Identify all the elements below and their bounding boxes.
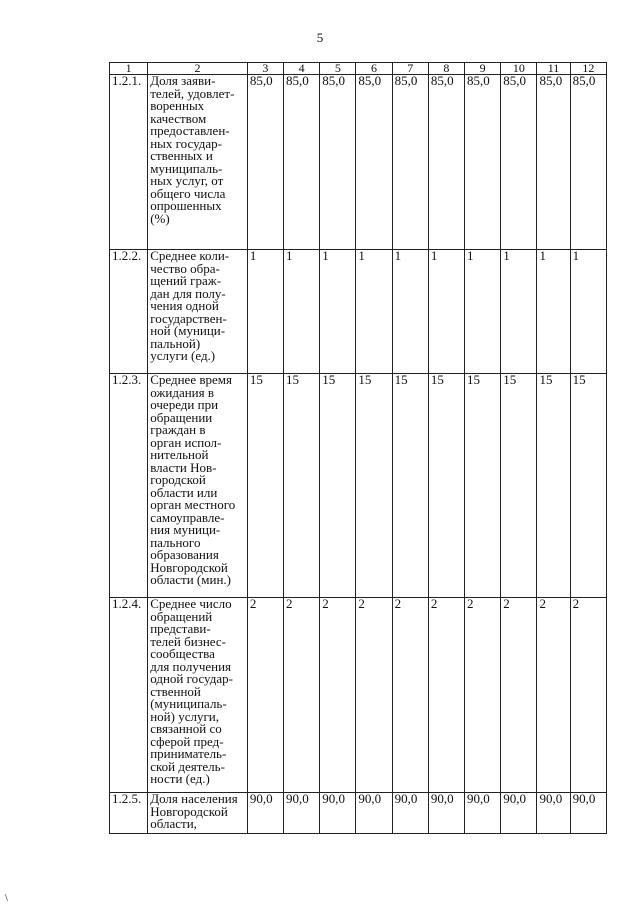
value-cell: 1 bbox=[247, 250, 283, 374]
value-cell: 2 bbox=[501, 598, 537, 793]
value-cell: 1 bbox=[465, 250, 501, 374]
value-cell: 90,0 bbox=[570, 793, 606, 834]
value-cell: 85,0 bbox=[392, 75, 428, 250]
value-cell: 15 bbox=[428, 374, 464, 598]
row-code: 1.2.5. bbox=[110, 793, 148, 834]
value-cell: 15 bbox=[284, 374, 320, 598]
value-cell: 90,0 bbox=[247, 793, 283, 834]
value-cell: 85,0 bbox=[284, 75, 320, 250]
header-cell: 9 bbox=[465, 63, 501, 75]
value-cell: 15 bbox=[570, 374, 606, 598]
table-row bbox=[110, 374, 607, 598]
value-cell: 85,0 bbox=[465, 75, 501, 250]
value-cell: 2 bbox=[247, 598, 283, 793]
value-cell: 90,0 bbox=[465, 793, 501, 834]
indicators-table bbox=[109, 62, 607, 834]
value-cell: 15 bbox=[392, 374, 428, 598]
value-cell: 2 bbox=[465, 598, 501, 793]
header-cell: 2 bbox=[148, 63, 248, 75]
value-cell: 1 bbox=[356, 250, 392, 374]
row-code: 1.2.4. bbox=[110, 598, 148, 793]
value-cell: 1 bbox=[501, 250, 537, 374]
value-cell: 85,0 bbox=[247, 75, 283, 250]
value-cell: 85,0 bbox=[501, 75, 537, 250]
table-row bbox=[110, 75, 607, 250]
value-cell: 85,0 bbox=[570, 75, 606, 250]
header-cell: 10 bbox=[501, 63, 537, 75]
value-cell: 90,0 bbox=[428, 793, 464, 834]
page-number: 5 bbox=[316, 30, 324, 45]
value-cell: 1 bbox=[392, 250, 428, 374]
header-cell: 8 bbox=[428, 63, 464, 75]
header-cell: 12 bbox=[570, 63, 606, 75]
value-cell: 90,0 bbox=[501, 793, 537, 834]
header-cell: 6 bbox=[356, 63, 392, 75]
value-cell: 1 bbox=[284, 250, 320, 374]
row-description: Среднее время ожидания в очереди при обращении граждан в орган испол- нительной власти Нов- городской области или орган местного самоуправле- ния муници- пального образования Новгородской области (мин.) bbox=[148, 374, 248, 598]
value-cell: 15 bbox=[537, 374, 570, 598]
value-cell: 15 bbox=[247, 374, 283, 598]
value-cell: 2 bbox=[537, 598, 570, 793]
value-cell: 85,0 bbox=[356, 75, 392, 250]
row-code: 1.2.2. bbox=[110, 250, 148, 374]
header-cell: 4 bbox=[284, 63, 320, 75]
value-cell: 1 bbox=[428, 250, 464, 374]
value-cell: 1 bbox=[570, 250, 606, 374]
value-cell: 15 bbox=[320, 374, 356, 598]
header-cell: 1 bbox=[110, 63, 148, 75]
value-cell: 15 bbox=[356, 374, 392, 598]
row-description: Среднее коли- чество обра- щений граж- дан для полу- чения одной государствен- ной (муници- пальной) услуги (ед.) bbox=[148, 250, 248, 374]
row-description: Доля заяви- телей, удовлет- воренных качеством предоставлен- ных государ- ственных и муниципаль- ных услуг, от общего числа опрошенных (%) bbox=[148, 75, 248, 250]
header-cell: 7 bbox=[392, 63, 428, 75]
value-cell: 2 bbox=[428, 598, 464, 793]
value-cell: 90,0 bbox=[320, 793, 356, 834]
value-cell: 2 bbox=[320, 598, 356, 793]
value-cell: 2 bbox=[356, 598, 392, 793]
row-code: 1.2.1. bbox=[110, 75, 148, 250]
value-cell: 2 bbox=[570, 598, 606, 793]
value-cell: 2 bbox=[392, 598, 428, 793]
value-cell: 85,0 bbox=[320, 75, 356, 250]
value-cell: 1 bbox=[320, 250, 356, 374]
table-row bbox=[110, 793, 607, 834]
value-cell: 15 bbox=[465, 374, 501, 598]
table-row bbox=[110, 250, 607, 374]
value-cell: 90,0 bbox=[356, 793, 392, 834]
value-cell: 15 bbox=[501, 374, 537, 598]
header-cell: 3 bbox=[247, 63, 283, 75]
value-cell: 2 bbox=[284, 598, 320, 793]
value-cell: 85,0 bbox=[537, 75, 570, 250]
value-cell: 90,0 bbox=[537, 793, 570, 834]
row-code: 1.2.3. bbox=[110, 374, 148, 598]
row-description: Доля населения Новгородской области, bbox=[148, 793, 248, 834]
row-description: Среднее число обращений представи- телей бизнес- сообщества для получения одной государ- ственной (муниципаль- ной) услуги, связанной со сферой пред- приниматель- ской деятель- ности (ед.) bbox=[148, 598, 248, 793]
header-cell: 11 bbox=[537, 63, 570, 75]
value-cell: 1 bbox=[537, 250, 570, 374]
value-cell: 90,0 bbox=[284, 793, 320, 834]
header-cell: 5 bbox=[320, 63, 356, 75]
table-row bbox=[110, 598, 607, 793]
value-cell: 85,0 bbox=[428, 75, 464, 250]
stray-mark: \ bbox=[5, 893, 8, 904]
value-cell: 90,0 bbox=[392, 793, 428, 834]
